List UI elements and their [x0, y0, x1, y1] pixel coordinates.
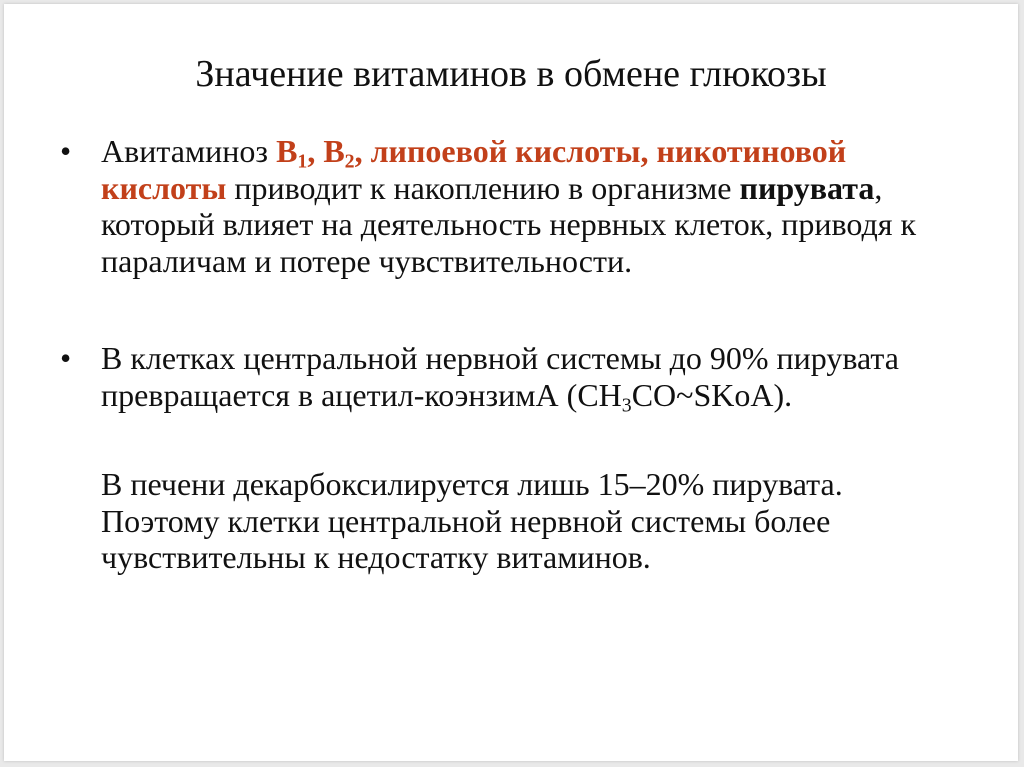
vitamin-list-rest: , липоевой кислоты, никотиновой кислоты — [101, 133, 847, 206]
vitamin-subscript: 2 — [344, 150, 355, 173]
bullet-item-cns — [60, 340, 960, 417]
bullet-middle-text: приводит к накоплению в организме — [226, 169, 740, 206]
vitamin-separator: , — [307, 133, 324, 169]
bullet-item-avitaminosis — [60, 133, 960, 279]
vitamin-b-letter: B — [276, 133, 298, 169]
bullet-main-text: В клетках центральной нервной системы до 90% пирувата превращается в ацетил-коэнзимА (CH — [101, 340, 899, 413]
bullet-lead-text: Авитаминоз — [101, 133, 277, 169]
bullet-tail-text: , который влияет на деятельность нервных клеток, приводя к параличам и потере чувствительности. — [101, 169, 917, 279]
pyruvate-term: пирувата — [739, 169, 875, 206]
formula-rest: CO~SKoA). — [631, 376, 793, 413]
vitamin-b-letter: B — [323, 133, 345, 169]
formula-subscript: 3 — [621, 394, 632, 417]
liver-paragraph: В печени декарбоксилируется лишь 15–20% пирувата. Поэтому клетки центральной нервной системы более чувствительны к недостатку витаминов. — [101, 466, 843, 575]
bullet-marker: • — [60, 340, 72, 376]
vitamin-subscript: 1 — [297, 150, 308, 173]
bullet-text — [101, 340, 960, 417]
bullet-text — [101, 133, 960, 279]
slide-title: Значение витаминов в обмене глюкозы — [195, 53, 827, 95]
slide — [4, 4, 1018, 761]
bullet-marker: • — [60, 133, 72, 169]
